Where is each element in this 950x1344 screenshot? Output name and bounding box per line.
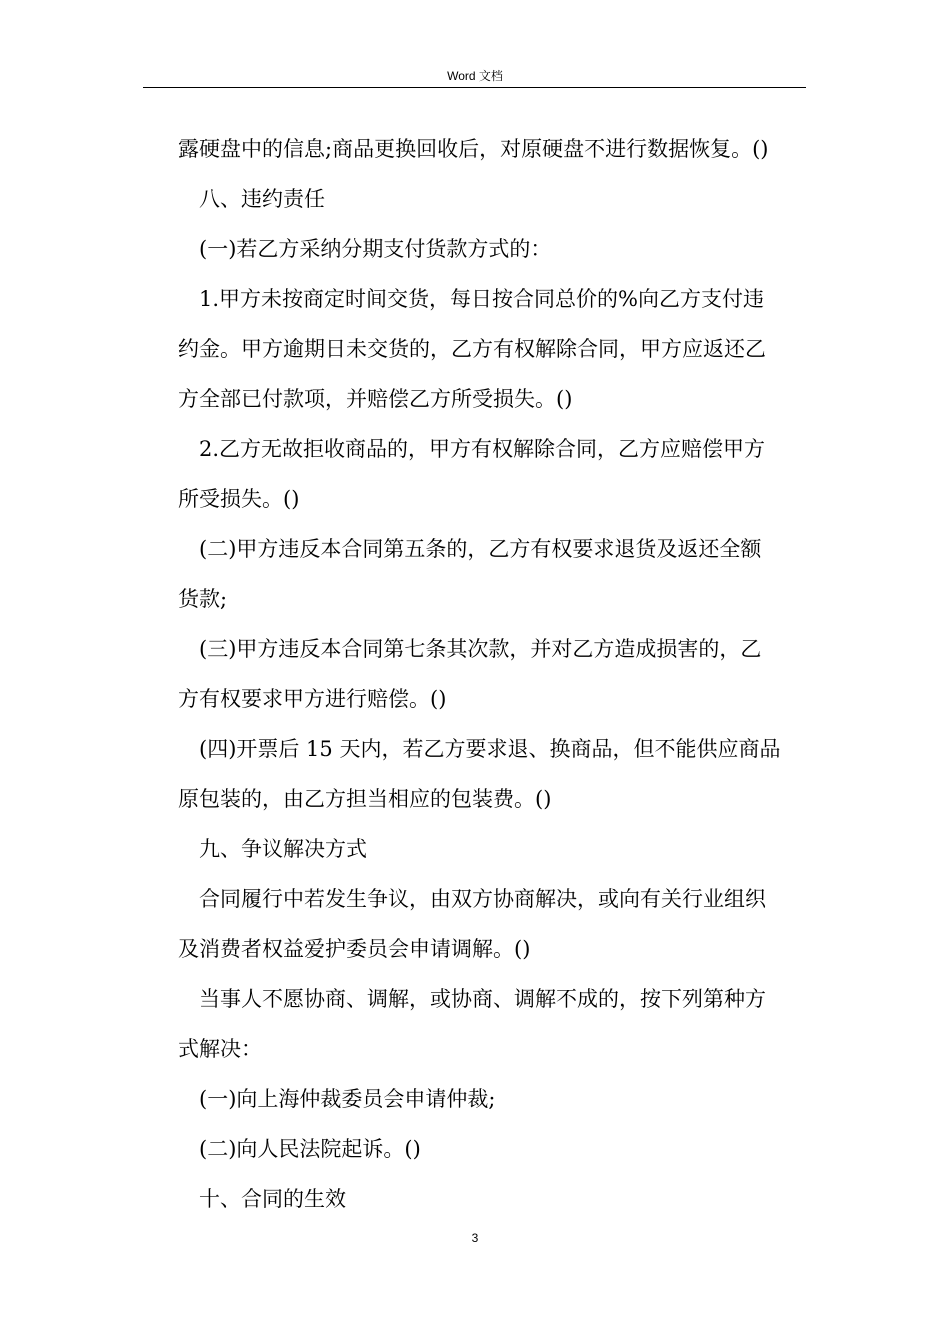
body-line: 及消费者权益爱护委员会申请调解。() bbox=[178, 937, 531, 961]
section-heading-effect: 十、合同的生效 bbox=[199, 1187, 346, 1211]
body-line: 货款; bbox=[178, 587, 228, 611]
page-header-title: Word 文档 bbox=[447, 69, 503, 83]
page-number: 3 bbox=[471, 1231, 479, 1245]
body-line: 方有权要求甲方进行赔偿。() bbox=[178, 687, 447, 711]
body-line: (二)向人民法院起诉。() bbox=[199, 1137, 421, 1161]
body-line: (四)开票后 15 天内，若乙方要求退、换商品，但不能供应商品 bbox=[199, 737, 781, 761]
body-line: 合同履行中若发生争议，由双方协商解决，或向有关行业组织 bbox=[199, 887, 766, 911]
section-heading-breach: 八、违约责任 bbox=[199, 187, 325, 211]
body-line: (二)甲方违反本合同第五条的，乙方有权要求退货及返还全额 bbox=[199, 537, 762, 561]
body-line: 方全部已付款项，并赔偿乙方所受损失。() bbox=[178, 387, 573, 411]
body-line: 式解决： bbox=[178, 1037, 262, 1061]
body-line: (三)甲方违反本合同第七条其次款，并对乙方造成损害的，乙 bbox=[199, 637, 762, 661]
body-line: (一)向上海仲裁委员会申请仲裁; bbox=[199, 1087, 496, 1111]
document-body bbox=[178, 124, 804, 1224]
body-line: 约金。甲方逾期日未交货的，乙方有权解除合同，甲方应返还乙 bbox=[178, 337, 766, 361]
body-line: 1.甲方未按商定时间交货，每日按合同总价的%向乙方支付违 bbox=[199, 287, 764, 311]
body-line: 当事人不愿协商、调解，或协商、调解不成的，按下列第种方 bbox=[199, 987, 766, 1011]
body-line: 2.乙方无故拒收商品的，甲方有权解除合同，乙方应赔偿甲方 bbox=[199, 437, 766, 461]
body-line: 所受损失。() bbox=[178, 487, 300, 511]
body-line: 露硬盘中的信息;商品更换回收后，对原硬盘不进行数据恢复。() bbox=[178, 137, 769, 161]
body-line: 原包装的，由乙方担当相应的包装费。() bbox=[178, 787, 552, 811]
section-heading-dispute: 九、争议解决方式 bbox=[199, 837, 367, 861]
body-line: (一)若乙方采纳分期支付货款方式的： bbox=[199, 237, 552, 261]
header-divider bbox=[143, 87, 806, 88]
